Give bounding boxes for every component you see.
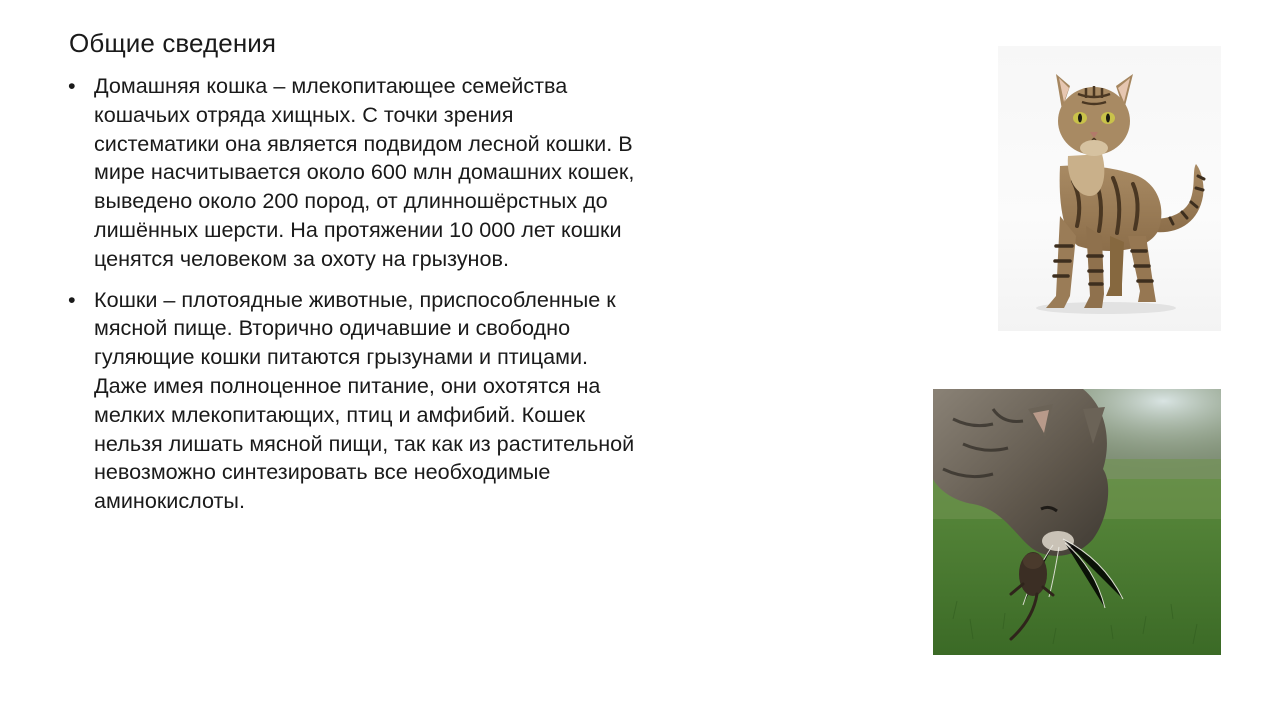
bullet-text: Домашняя кошка – млекопитающее семейства кошачьих отряда хищных. С точки зрения систематики она является подвидом лесной кошки. В мире насчитывается около 600 млн домашних кошек, выведено около 200 пород, от длинношёрстных до лишённых шерсти. На протяжении 10 000 лет кошки ценятся человеком за охоту на грызунов.	[94, 73, 635, 271]
bullet-marker: •	[68, 73, 76, 98]
tabby-cat-photo	[998, 46, 1221, 331]
bullet-item	[68, 286, 638, 516]
tabby-cat-illustration	[998, 46, 1221, 331]
cat-hunting-illustration	[933, 389, 1221, 655]
bullet-list	[68, 72, 638, 516]
slide-title: Общие сведения	[69, 28, 277, 58]
bullet-marker: •	[68, 286, 76, 312]
bullet-text: Кошки – плотоядные животные, приспособленные к мясной пище. Вторично одичавшие и свободно гуляющие кошки питаются грызунами и птицами. Даже имея полноценное питание, они охотятся на мелких млекопитающих, птиц и амфибий. Кошек нельзя лишать мясной пищи, так как из растительной невозможно синтезировать все необходимые аминокислоты.	[94, 286, 635, 514]
cat-with-mouse-photo	[933, 389, 1221, 655]
bullet-item	[68, 72, 638, 274]
